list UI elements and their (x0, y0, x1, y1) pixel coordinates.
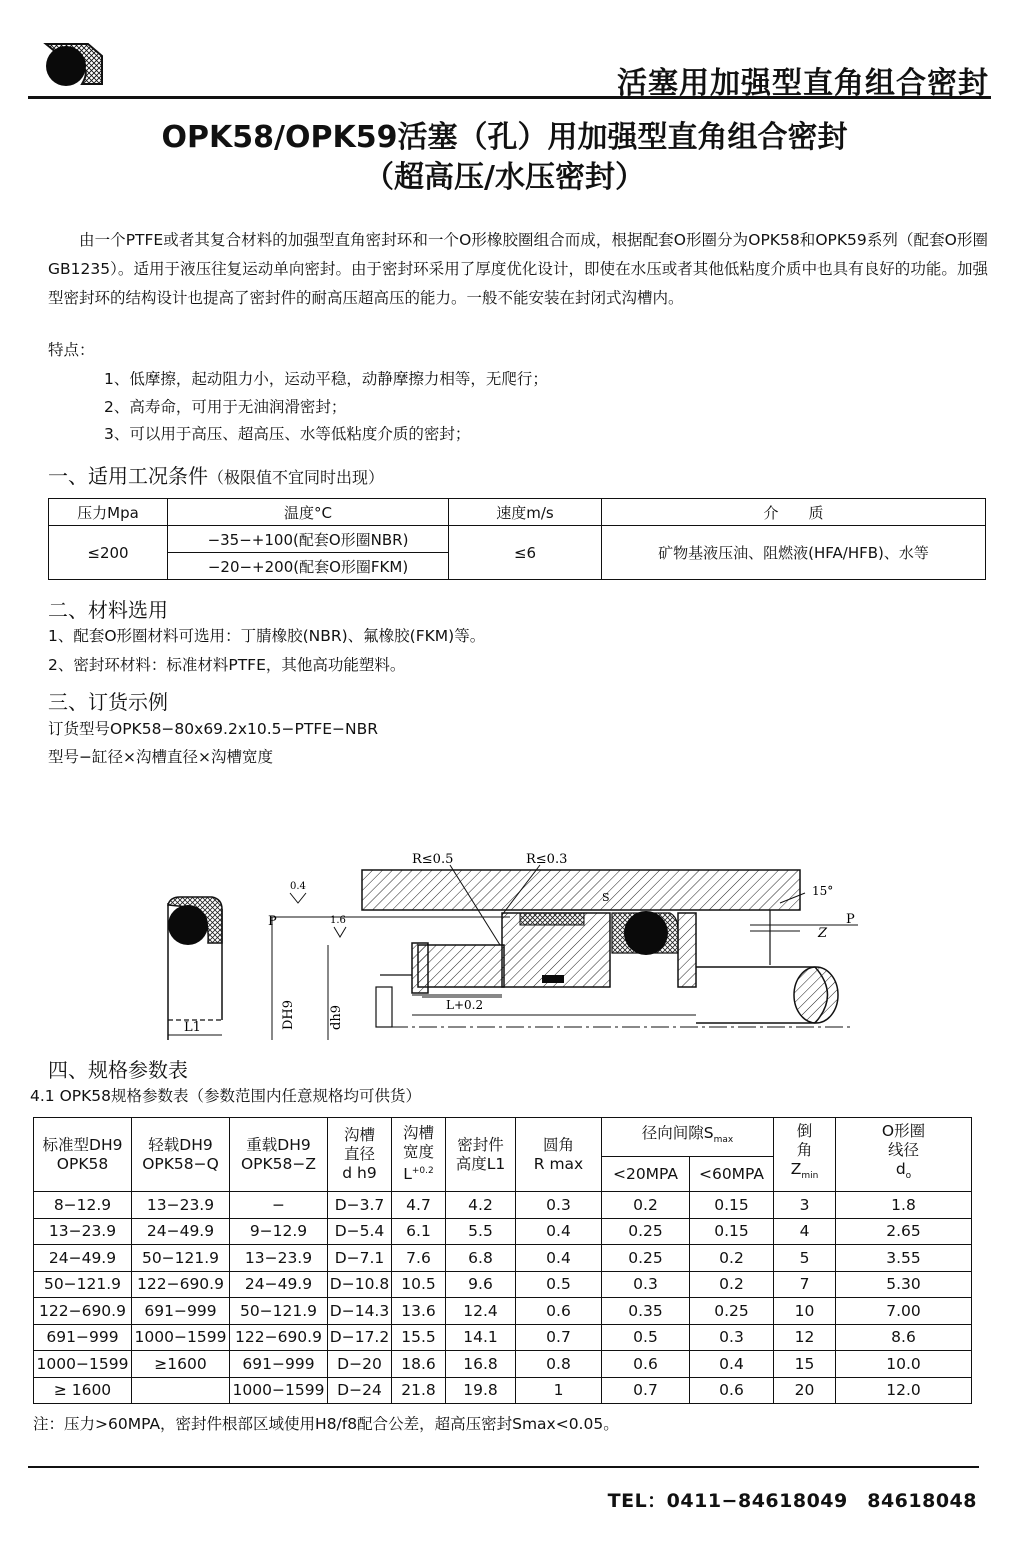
table-cell: 9.6 (446, 1271, 516, 1298)
roughness-label-1: 0.4 (290, 881, 306, 892)
table-cell: 24−49.9 (230, 1271, 328, 1298)
table-row (34, 1298, 972, 1325)
table-cell: 3.55 (836, 1245, 972, 1272)
col-groove-diameter-line3: d h9 (342, 1164, 377, 1182)
table-cell: 5.30 (836, 1271, 972, 1298)
table-cell: 0.4 (690, 1351, 774, 1378)
table-cell: 691−999 (230, 1351, 328, 1378)
clearance-label: S (602, 891, 610, 904)
table-cell: 0.15 (690, 1218, 774, 1245)
table-cell: 12.0 (836, 1377, 972, 1404)
col-radial-clearance-label: 径向间隙 (641, 1123, 704, 1142)
table-cell: 12.4 (446, 1298, 516, 1325)
chamfer-angle-label: 15° (812, 884, 834, 898)
feature-item: 2、高寿命，可用于无油润滑密封； (104, 397, 347, 416)
footer-divider (28, 1466, 979, 1468)
col-radius-line2: R max (533, 1154, 584, 1173)
header-pressure: 压力Mpa (49, 499, 168, 526)
header-divider (28, 96, 991, 99)
radius-label-1: R≤0.5 (412, 852, 454, 867)
col-chamfer-line3: $Z_{min}$ (790, 1160, 819, 1182)
material-line-2: 2、密封环材料：标准材料PTFE，其他高功能塑料。 (48, 656, 406, 674)
col-groove-width-line2: 宽度 (402, 1143, 434, 1162)
conditions-row (49, 526, 986, 553)
feature-item: 1、低摩擦，起动阻力小，运动平稳，动静摩擦力相等，无爬行； (104, 370, 548, 388)
groove-width-label: L+0.2 (446, 998, 484, 1012)
title-line-1: OPK58/OPK59活塞（孔）用加强型直角组合密封 (161, 120, 848, 155)
col-groove-diameter-line1: 沟槽 (343, 1126, 375, 1144)
table-row (34, 1218, 972, 1245)
table-cell: 0.7 (516, 1324, 602, 1351)
table-cell: 5 (774, 1245, 836, 1272)
table-cell (132, 1377, 230, 1404)
feature-list (104, 366, 548, 449)
radius-label-2: R≤0.3 (526, 852, 568, 867)
groove-diameter-label: dh9 (329, 1005, 344, 1030)
table-cell: 4.7 (392, 1192, 446, 1219)
telephone: TEL：0411−84618049 84618048 (607, 1490, 977, 1512)
section-2-heading: 二、材料选用 (48, 598, 168, 622)
col-light-line2: OPK58−Q (142, 1154, 219, 1173)
col-standard-line1: 标准型DH9 (42, 1135, 123, 1154)
spec-table-caption: 4.1 OPK58规格参数表（参数范围内任意规格均可供货） (30, 1087, 422, 1105)
col-radius-line1: 圆角 (542, 1135, 574, 1154)
header-medium: 介 质 (602, 499, 986, 526)
col-clearance-60mpa: <60MPA (690, 1157, 774, 1192)
table-cell: 0.6 (602, 1351, 690, 1378)
spec-table-body (34, 1192, 972, 1404)
section-4-heading: 四、规格参数表 (48, 1058, 188, 1082)
table-cell: 12 (774, 1324, 836, 1351)
col-groove-diameter-line2: 直径 (343, 1145, 375, 1163)
table-cell: 10.5 (392, 1271, 446, 1298)
table-cell: 691−999 (132, 1298, 230, 1325)
table-cell: 122−690.9 (132, 1271, 230, 1298)
chamfer-length-label: Z (818, 926, 828, 941)
table-cell: 1.8 (836, 1192, 972, 1219)
pressure-value: ≤200 (49, 526, 168, 580)
col-chamfer-line1: 倒 (796, 1122, 813, 1141)
col-light (132, 1118, 230, 1192)
col-seal-height (446, 1118, 516, 1192)
table-cell: 0.2 (602, 1192, 690, 1219)
roughness-label-2: 1.6 (330, 915, 346, 926)
spec-table (33, 1117, 972, 1404)
table-cell: 6.8 (446, 1245, 516, 1272)
table-cell: 50−121.9 (34, 1271, 132, 1298)
col-heavy-line2: OPK58−Z (240, 1154, 317, 1173)
table-cell: 0.6 (516, 1298, 602, 1325)
pressure-label-right: P (846, 912, 855, 927)
table-cell: 0.25 (602, 1218, 690, 1245)
table-cell: 14.1 (446, 1324, 516, 1351)
table-cell: D−14.3 (328, 1298, 392, 1325)
table-cell: 50−121.9 (230, 1298, 328, 1325)
header-title: 活塞用加强型直角组合密封 (617, 66, 989, 101)
col-seal-height-line2: 高度L1 (455, 1154, 506, 1173)
seal-section-icon (168, 897, 222, 1040)
col-chamfer-line2: 角 (796, 1141, 813, 1160)
table-cell: 1 (516, 1377, 602, 1404)
table-cell: 10 (774, 1298, 836, 1325)
table-cell: 7.00 (836, 1298, 972, 1325)
table-cell: 4 (774, 1218, 836, 1245)
order-example: 订货型号OPK58−80x69.2x10.5−PTFE−NBR (48, 720, 379, 738)
col-clearance-20mpa: <20MPA (602, 1157, 690, 1192)
col-groove-width-line1: 沟槽 (402, 1124, 434, 1143)
table-cell: 8−12.9 (34, 1192, 132, 1219)
table-cell: D−24 (328, 1377, 392, 1404)
features-label: 特点： (48, 341, 95, 359)
col-groove-diameter (328, 1118, 392, 1192)
logo-icon (44, 38, 106, 88)
table-cell: 0.3 (602, 1271, 690, 1298)
table-cell: 1000−1599 (34, 1351, 132, 1378)
table-cell: 5.5 (446, 1218, 516, 1245)
table-cell: 9−12.9 (230, 1218, 328, 1245)
col-oring-symbol: d (895, 1160, 906, 1179)
header-temperature: 温度°C (168, 499, 449, 526)
document-title (0, 118, 1009, 198)
speed-value: ≤6 (449, 526, 602, 580)
table-cell: 13−23.9 (132, 1192, 230, 1219)
table-cell: 0.3 (690, 1324, 774, 1351)
medium-value: 矿物基液压油、阻燃液(HFA/HFB)、水等 (602, 526, 986, 580)
table-cell: 1000−1599 (230, 1377, 328, 1404)
temperature-fkm: −20−+200(配套O形圈FKM) (168, 553, 449, 580)
col-light-line1: 轻载DH9 (148, 1135, 213, 1154)
conditions-header-row (49, 499, 986, 526)
table-cell: 50−121.9 (132, 1245, 230, 1272)
col-chamfer-symbol: Z (790, 1160, 802, 1179)
col-groove-width-line3: $L^{+0.2}$ (403, 1165, 434, 1184)
table-cell: 0.4 (516, 1245, 602, 1272)
table-cell: 122−690.9 (230, 1324, 328, 1351)
table-row (34, 1271, 972, 1298)
table-row (34, 1192, 972, 1219)
table-cell: 20 (774, 1377, 836, 1404)
table-cell: 0.3 (516, 1192, 602, 1219)
table-cell: 6.1 (392, 1218, 446, 1245)
col-heavy-line1: 重载DH9 (246, 1135, 311, 1154)
col-oring-line2: 线径 (887, 1141, 919, 1160)
col-oring (836, 1118, 972, 1192)
section-1-title: 一、适用工况条件 (48, 464, 208, 488)
table-row (34, 1377, 972, 1404)
table-cell: 10.0 (836, 1351, 972, 1378)
table-cell: D−10.8 (328, 1271, 392, 1298)
col-standard (34, 1118, 132, 1192)
col-seal-height-line1: 密封件 (457, 1135, 504, 1154)
footnote: 注：压力>60MPA，密封件根部区域使用H8/f8配合公差，超高压密封Smax<0.05。 (33, 1415, 619, 1433)
table-cell: − (230, 1192, 328, 1219)
section-3-heading: 三、订货示例 (48, 690, 168, 714)
table-cell: D−17.2 (328, 1324, 392, 1351)
installation-diagram (150, 845, 855, 1060)
table-cell: D−3.7 (328, 1192, 392, 1219)
table-cell: 21.8 (392, 1377, 446, 1404)
table-cell: 15 (774, 1351, 836, 1378)
material-line-1: 1、配套O形圈材料可选用：丁腈橡胶(NBR)、氟橡胶(FKM)等。 (48, 627, 486, 645)
table-cell: 0.2 (690, 1271, 774, 1298)
feature-item: 3、可以用于高压、超高压、水等低粘度介质的密封； (104, 425, 471, 443)
seal-height-label: L1 (184, 1020, 201, 1035)
table-cell: 0.35 (602, 1298, 690, 1325)
table-cell: 24−49.9 (132, 1218, 230, 1245)
table-row (34, 1245, 972, 1272)
table-cell: D−5.4 (328, 1218, 392, 1245)
table-cell: 0.4 (516, 1218, 602, 1245)
title-line-2: （超高压/水压密封） (364, 160, 645, 195)
col-radial-clearance: 径向间隙$S_{max}$ (602, 1118, 774, 1157)
table-cell: 7 (774, 1271, 836, 1298)
col-standard-line2: OPK58 (56, 1154, 109, 1173)
table-cell: 122−690.9 (34, 1298, 132, 1325)
table-cell: 18.6 (392, 1351, 446, 1378)
section-1-heading (48, 460, 384, 489)
table-cell: 2.65 (836, 1218, 972, 1245)
table-cell: 0.6 (690, 1377, 774, 1404)
table-cell: 7.6 (392, 1245, 446, 1272)
intro-text: 由一个PTFE或者其复合材料的加强型直角密封环和一个O形橡胶圈组合而成，根据配套O形圈分为OPK58和OPK59系列（配套O形圈GB1235）。适用于液压往复运动单向密封。由于密封环采用了厚度优化设计，即使在水压或者其他低粘度介质中也具有良好的功能。加强型密封环的结构设计也提高了密封件的耐高压超高压的能力。一般不能安装在封闭式沟槽内。 (48, 231, 988, 307)
table-cell: 16.8 (446, 1351, 516, 1378)
table-cell: D−7.1 (328, 1245, 392, 1272)
table-cell: 0.8 (516, 1351, 602, 1378)
temperature-nbr: −35−+100(配套O形圈NBR) (168, 526, 449, 553)
order-format: 型号−缸径×沟槽直径×沟槽宽度 (48, 748, 273, 766)
intro-paragraph (48, 226, 988, 313)
table-cell: ≥1600 (132, 1351, 230, 1378)
table-row (34, 1324, 972, 1351)
table-cell: 19.8 (446, 1377, 516, 1404)
spec-header-row (34, 1118, 972, 1157)
table-cell: 0.7 (602, 1377, 690, 1404)
table-cell: 13.6 (392, 1298, 446, 1325)
col-groove-width-symbol: L (403, 1165, 412, 1184)
table-cell: 15.5 (392, 1324, 446, 1351)
col-groove-width (392, 1118, 446, 1192)
table-cell: 1000−1599 (132, 1324, 230, 1351)
table-cell: 0.25 (602, 1245, 690, 1272)
table-cell: 0.5 (516, 1271, 602, 1298)
header-speed: 速度m/s (449, 499, 602, 526)
table-cell: 691−999 (34, 1324, 132, 1351)
table-cell: 0.15 (690, 1192, 774, 1219)
table-cell: 13−23.9 (34, 1218, 132, 1245)
table-cell: 8.6 (836, 1324, 972, 1351)
table-cell: 3 (774, 1192, 836, 1219)
table-cell: 0.5 (602, 1324, 690, 1351)
section-1-note: （极限值不宜同时出现） (208, 468, 385, 487)
table-row (34, 1351, 972, 1378)
col-radius (516, 1118, 602, 1192)
table-cell: 13−23.9 (230, 1245, 328, 1272)
table-cell: ≥ 1600 (34, 1377, 132, 1404)
table-cell: 4.2 (446, 1192, 516, 1219)
table-cell: 0.2 (690, 1245, 774, 1272)
col-oring-line3: $d_o$ (895, 1160, 912, 1182)
table-cell: 24−49.9 (34, 1245, 132, 1272)
col-heavy (230, 1118, 328, 1192)
col-chamfer (774, 1118, 836, 1192)
conditions-table (48, 498, 986, 580)
table-cell: D−20 (328, 1351, 392, 1378)
bore-diameter-label: DH9 (281, 999, 296, 1030)
table-cell: 0.25 (690, 1298, 774, 1325)
col-oring-line1: O形圈 (881, 1122, 926, 1141)
pressure-label-left: P (268, 914, 277, 929)
